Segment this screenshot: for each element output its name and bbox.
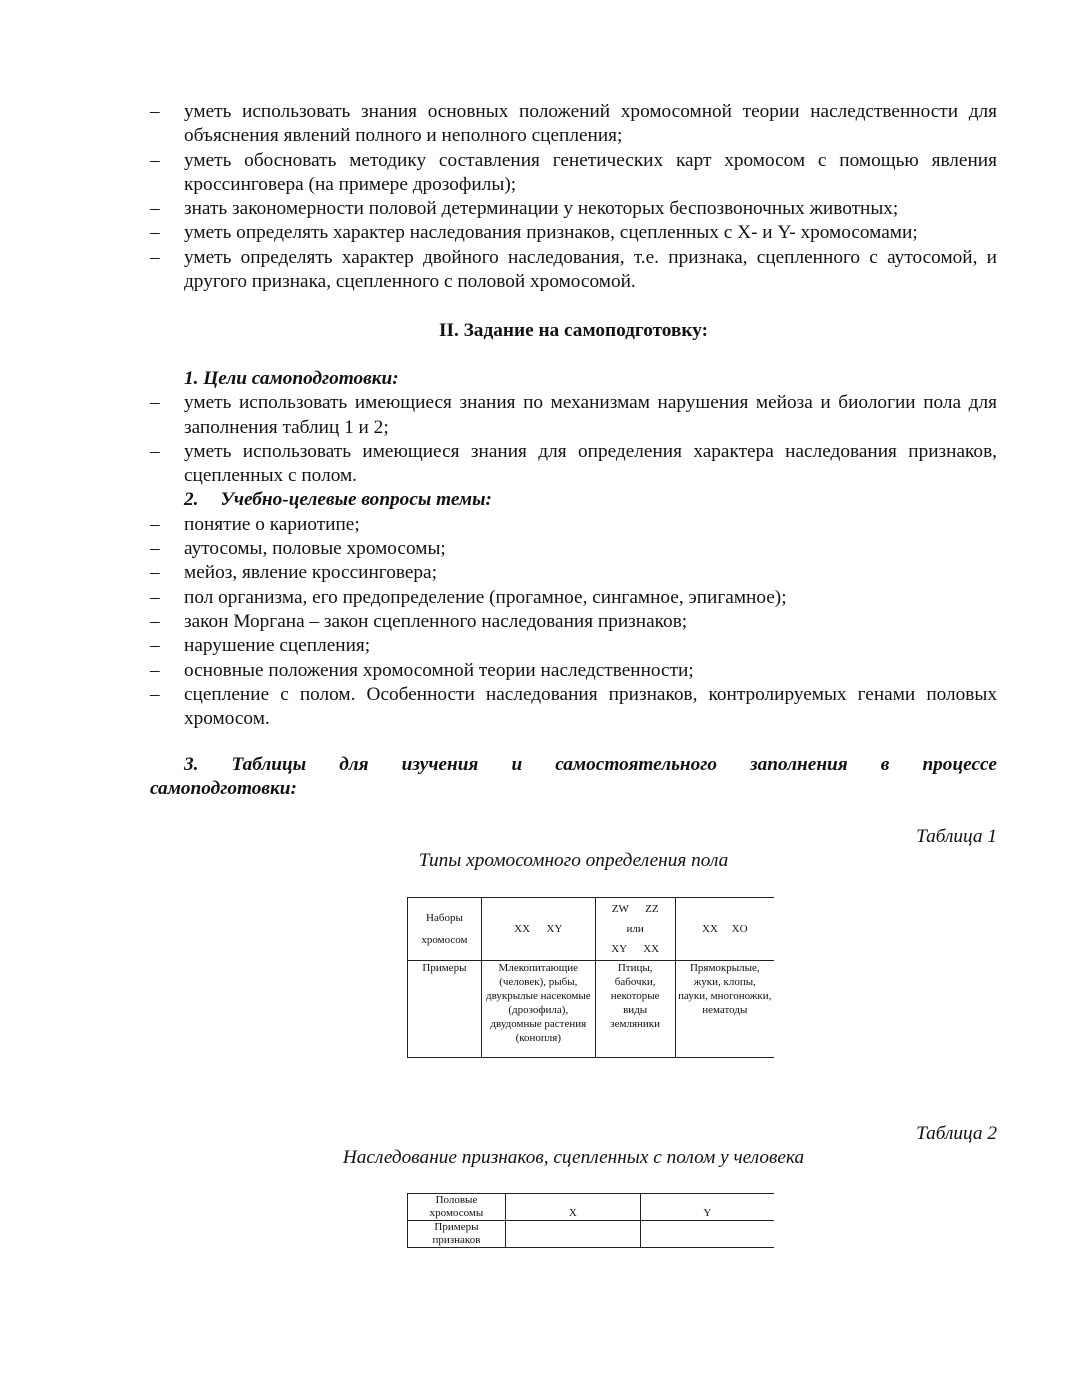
list-item-text: сцепление с полом. Особенности наследования признаков, контролируемых генами половых хромосом.: [184, 683, 997, 730]
list-item: – знать закономерности половой детерминации у некоторых беспозвоночных животных;: [150, 198, 899, 220]
intro-list: [150, 100, 997, 294]
list-item-text: основные положения хромосомной теории наследственности;: [184, 659, 694, 681]
list-item-text: уметь обосновать методику составления генетических карт хромосом с помощью явления кроссинговера (на примере дрозофилы);: [184, 149, 997, 195]
list-item-text: уметь использовать знания основных положений хромосомной теории наследственности для объяснения явлений полного и неполного сцепления;: [184, 101, 997, 147]
heading-word: самостоятельного: [555, 754, 718, 775]
table2-label: Таблица 2: [916, 1123, 997, 1144]
list-item: – уметь определять характер двойного наследования, т.е. признака, сцепленного с аутосомой, и другого признака, сцепленного с половой хромосомой.: [150, 246, 997, 293]
table1-cell: Прямокрылые, жуки, клопы, пауки, многоножки, нематоды: [675, 961, 774, 1058]
list-item: – уметь использовать знания основных положений хромосомной теории наследственности для объяснения явлений полного и неполного сцепления;: [150, 101, 997, 147]
table1-header-cell: XX XO: [675, 898, 774, 961]
list-item: – пол организма, его предопределение (прогамное, сингамное, эпигамное);: [150, 586, 787, 608]
table2-header-cell: X: [505, 1194, 640, 1221]
heading-word: для: [339, 754, 369, 775]
goals-section: [150, 367, 997, 731]
list-item-text: уметь использовать имеющиеся знания для определения характера наследования признаков, сцепленных с полом.: [184, 440, 997, 487]
tables-heading-line1: [150, 753, 997, 777]
list-item-text: уметь использовать имеющиеся знания по механизмам нарушения мейоза и биологии пола для заполнения таблиц 1 и 2;: [184, 392, 997, 438]
list-item: – уметь обосновать методику составления генетических карт хромосом с помощью явления кроссинговера (на примере дрозофилы);: [150, 149, 997, 195]
heading-word: 3.: [184, 754, 199, 775]
heading-word: и: [511, 754, 523, 775]
list-item: – аутосомы, половые хромосомы;: [150, 538, 446, 560]
list-item-text: закон Моргана – закон сцепленного наследования признаков;: [184, 610, 688, 632]
list-item: – основные положения хромосомной теории наследственности;: [150, 659, 694, 681]
questions-heading: [150, 488, 997, 512]
list-item: – мейоз, явление кроссинговера;: [150, 562, 437, 584]
table1-header-xy: XY XX: [611, 943, 660, 955]
table2-cell: [640, 1221, 774, 1248]
heading-word: изучения: [401, 754, 479, 775]
questions-heading-number: 2.: [184, 489, 199, 511]
table1-header-cell: Наборы хромосом: [408, 898, 482, 961]
list-item-text: понятие о кариотипе;: [184, 513, 360, 535]
table1-header-zw: ZW ZZ: [611, 903, 659, 915]
table1-caption: Типы хромосомного определения пола: [418, 850, 729, 871]
tables-heading: [150, 753, 997, 802]
table1-header-cell: XX XY: [481, 898, 595, 961]
list-item: – сцепление с полом. Особенности наследования признаков, контролируемых генами половых хромосом.: [150, 683, 997, 730]
table-row: [408, 961, 775, 1058]
table2-cell: [505, 1221, 640, 1248]
list-item-text: аутосомы, половые хромосомы;: [184, 538, 446, 560]
questions-heading-text: Учебно-целевые вопросы темы:: [220, 489, 492, 511]
heading-word: Таблицы: [231, 754, 307, 775]
list-item: – уметь определять характер наследования признаков, сцепленных с X- и Y- хромосомами;: [150, 222, 918, 244]
list-item-text: знать закономерности половой детерминации у некоторых беспозвоночных животных;: [184, 198, 899, 220]
table1: [407, 897, 774, 1058]
list-item-text: пол организма, его предопределение (прогамное, сингамное, эпигамное);: [184, 586, 787, 608]
table1-header-cell: [595, 898, 675, 961]
table-row: [408, 898, 775, 961]
list-item: – уметь использовать имеющиеся знания для определения характера наследования признаков, сцепленных с полом.: [150, 440, 997, 487]
list-item: – нарушение сцепления;: [150, 635, 371, 657]
goals-heading: 1. Цели самоподготовки:: [184, 368, 399, 389]
list-item: – уметь использовать имеющиеся знания по механизмам нарушения мейоза и биологии пола для заполнения таблиц 1 и 2;: [150, 392, 997, 438]
table1-cell: Млекопитающие (человек), рыбы, двукрылые насекомые (дрозофила), двудомные растения (конопля): [481, 961, 595, 1058]
list-item-text: уметь определять характер наследования признаков, сцепленных с X- и Y- хромосомами;: [184, 222, 918, 244]
table1-cell: Птицы, бабочки, некоторые виды земляники: [595, 961, 675, 1058]
section-title: II. Задание на самоподготовку:: [438, 320, 709, 341]
list-item-text: мейоз, явление кроссинговера;: [184, 562, 437, 584]
tables-heading-line2: самоподготовки:: [150, 778, 297, 800]
table2-cell: Примеры признаков: [408, 1221, 506, 1248]
heading-word: процессе: [922, 754, 997, 775]
table-row: [408, 1194, 775, 1221]
table2-header-cell: Y: [640, 1194, 774, 1221]
table2-header-cell: Половые хромосомы: [408, 1194, 506, 1221]
table-row: [408, 1221, 775, 1248]
list-item: – закон Моргана – закон сцепленного наследования признаков;: [150, 610, 688, 632]
list-item-text: нарушение сцепления;: [184, 635, 371, 657]
heading-word: заполнения: [750, 754, 848, 775]
list-item-text: уметь определять характер двойного наследования, т.е. признака, сцепленного с аутосомой, и другого признака, сцепленного с половой хромосомой.: [184, 246, 997, 293]
heading-word: в: [880, 754, 890, 775]
list-item: – понятие о кариотипе;: [150, 513, 360, 535]
table2: [407, 1193, 774, 1248]
table1-label: Таблица 1: [916, 826, 997, 847]
table1-cell: Примеры: [408, 961, 482, 1058]
table2-caption: Наследование признаков, сцепленных с полом у человека: [342, 1147, 805, 1168]
table1-header-or: или: [626, 923, 644, 935]
